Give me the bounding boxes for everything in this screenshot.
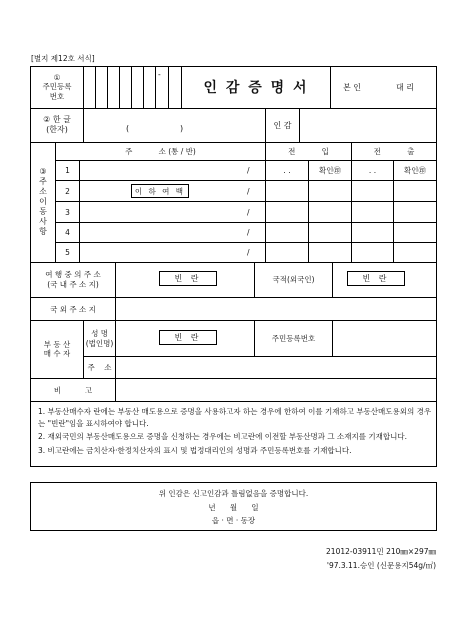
address-row-num: 3	[65, 207, 70, 217]
buyer-name-label: 성 명 (법인명)	[85, 329, 114, 348]
certify-office: 읍 · 면 · 동장	[211, 516, 256, 525]
travel-address-label: 여 행 중 의 주 소 (국 내 주 소 지)	[45, 270, 101, 289]
form-code: [별지 제12호 서식]	[31, 54, 95, 63]
moved-in-confirm: 확인㊞	[319, 166, 341, 175]
page-title: 인 감 증 명 서	[203, 80, 309, 96]
blank-below-tag: 이 하 여 백	[131, 184, 189, 198]
footer-approval: '97.3.11.승인 (신문용지54g/㎡)	[326, 561, 436, 570]
address-row-slash: /	[247, 166, 250, 175]
note-item: 2. 재외국민의 부동산매도용으로 증명을 신청하는 경우에는 비고란에 이전할 부동산명과 그 소재지를 기재합니다.	[38, 432, 408, 442]
moved-in-header: 전 입	[288, 147, 329, 156]
name-label: ② 한 글 (한자)	[43, 115, 71, 134]
nationality-blank-box: 빈 란	[347, 271, 405, 286]
certify-box	[30, 482, 437, 531]
moved-out-confirm: 확인㊞	[404, 166, 426, 175]
moved-in-date: . .	[283, 166, 291, 175]
address-row-slash: /	[247, 228, 250, 237]
address-side-label: ③ 주 소 이 동 사 항	[39, 167, 47, 236]
buyer-label: 부 동 산 매 수 자	[43, 339, 71, 358]
address-row-slash: /	[247, 248, 250, 257]
note-item: 1. 부동산매수자 란에는 부동산 매도용으로 증명을 사용하고자 하는 경우에 한하여 이를 기재하고 부동산매도용외의 경우는 "빈란"임을 표시하여야 합니다.	[38, 407, 432, 428]
note-item: 3. 비고란에는 금치산자·한정치산자의 표시 및 법정대리인의 성명과 주민등록번호를 기재합니다.	[38, 445, 352, 455]
address-row-num: 2	[65, 186, 70, 196]
overseas-address-label: 국 외 주 소 지	[50, 304, 96, 314]
address-row-slash: /	[247, 187, 250, 196]
address-row-slash: /	[247, 208, 250, 217]
certify-statement: 위 인감은 신고인감과 틀림없음을 증명합니다.	[158, 489, 309, 498]
moved-out-header: 전 출	[373, 147, 415, 156]
address-row-num: 5	[65, 248, 70, 257]
address-row-num: 1	[65, 166, 70, 175]
certify-date: 년 월 일	[208, 503, 259, 512]
address-row-num: 4	[65, 228, 70, 237]
address-header: 주 소 (통 / 반)	[125, 147, 196, 156]
buyer-reg-num-label: 주민등록번호	[271, 334, 316, 343]
notes	[38, 406, 432, 459]
buyer-address-label: 주 소	[87, 363, 112, 372]
seal-label: 인 감	[273, 120, 292, 130]
hanja-paren: ( )	[126, 124, 184, 133]
travel-blank-box: 빈 란	[159, 271, 217, 286]
reg-num-dash: -	[158, 70, 161, 79]
moved-out-date: . .	[368, 166, 377, 175]
remarks-label: 비 고	[53, 385, 93, 395]
self-label: 본 인	[343, 82, 361, 92]
nationality-label: 국적(외국인)	[272, 275, 315, 284]
buyer-name-blank-box: 빈 란	[159, 330, 217, 345]
reg-num-label: ① 주민등록 번호	[42, 72, 72, 101]
proxy-label: 대 리	[396, 82, 414, 92]
footer-code: 21012-03911민 210㎜×297㎜	[326, 547, 436, 556]
